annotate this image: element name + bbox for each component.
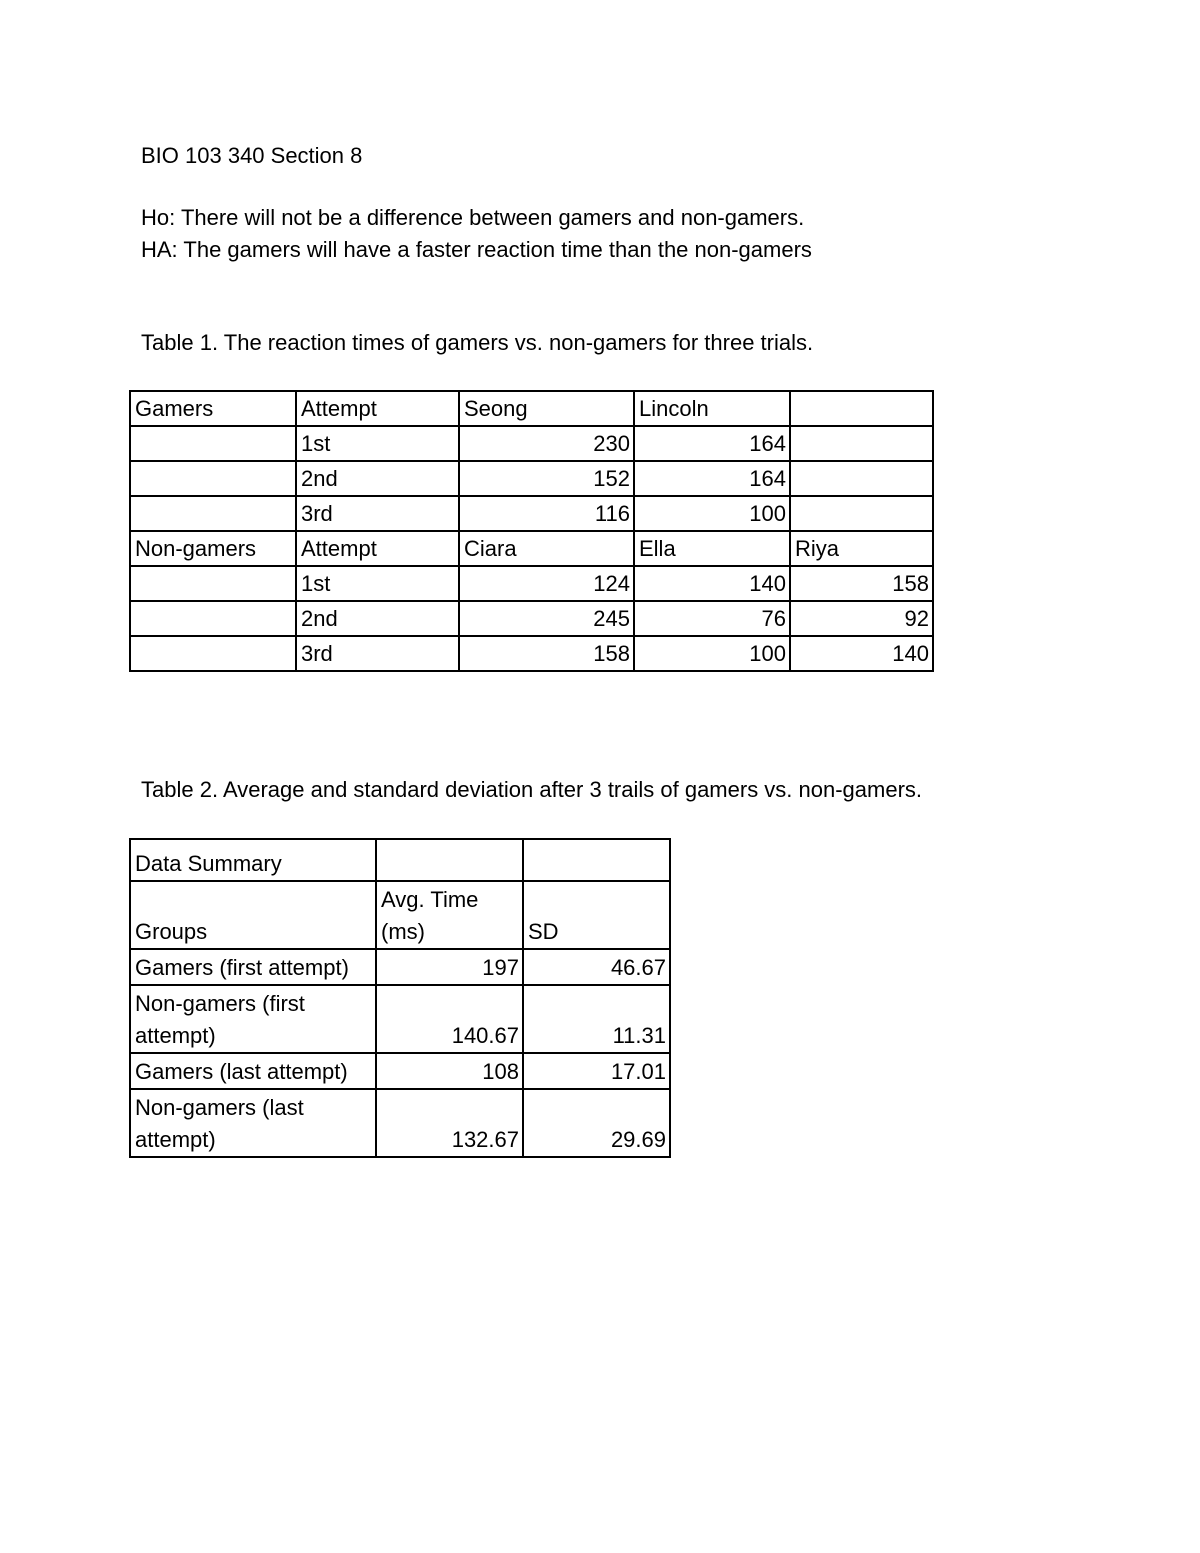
- table-row: [130, 531, 933, 566]
- table-cell: [376, 839, 523, 881]
- table-cell: Attempt: [296, 531, 459, 566]
- table-row: [130, 391, 933, 426]
- table-cell: 108: [376, 1053, 523, 1089]
- table-cell: [790, 461, 933, 496]
- reaction-times-table: [129, 390, 934, 672]
- table-cell: 140: [634, 566, 790, 601]
- table-cell: 164: [634, 461, 790, 496]
- table-cell: [130, 601, 296, 636]
- table-cell: 140.67: [376, 985, 523, 1053]
- table-cell: [790, 391, 933, 426]
- table-cell: 3rd: [296, 496, 459, 531]
- table-row: [130, 1089, 670, 1157]
- table-cell: 46.67: [523, 949, 670, 985]
- table-cell: 158: [790, 566, 933, 601]
- table-cell: 132.67: [376, 1089, 523, 1157]
- table-cell: 158: [459, 636, 634, 671]
- table-cell: 245: [459, 601, 634, 636]
- table-cell: 124: [459, 566, 634, 601]
- table-row: [130, 461, 933, 496]
- table-cell: 152: [459, 461, 634, 496]
- table2-caption: Table 2. Average and standard deviation after 3 trails of gamers vs. non-gamers.: [141, 777, 923, 802]
- table-cell: [790, 426, 933, 461]
- table-cell: 116: [459, 496, 634, 531]
- table-cell: 1st: [296, 566, 459, 601]
- table-cell: [130, 496, 296, 531]
- table-cell: 11.31: [523, 985, 670, 1053]
- table-cell: SD: [523, 881, 670, 949]
- table-cell: Avg. Time (ms): [376, 881, 523, 949]
- table-cell: 100: [634, 636, 790, 671]
- table-cell: 100: [634, 496, 790, 531]
- table-cell: Gamers: [130, 391, 296, 426]
- table-row: [130, 566, 933, 601]
- table-row: [130, 881, 670, 949]
- table-cell: 3rd: [296, 636, 459, 671]
- table-row: [130, 426, 933, 461]
- table-cell: Seong: [459, 391, 634, 426]
- table-cell: Lincoln: [634, 391, 790, 426]
- table-cell: 2nd: [296, 601, 459, 636]
- table-cell: [130, 426, 296, 461]
- table-cell: Attempt: [296, 391, 459, 426]
- table-row: [130, 1053, 670, 1089]
- table-row: [130, 985, 670, 1053]
- table-cell: Non-gamers (first attempt): [130, 985, 376, 1053]
- table-cell: [130, 461, 296, 496]
- table-cell: 76: [634, 601, 790, 636]
- table-cell: [130, 636, 296, 671]
- table-cell: 230: [459, 426, 634, 461]
- table-cell: Non-gamers: [130, 531, 296, 566]
- document-heading: BIO 103 340 Section 8: [141, 143, 363, 168]
- table-cell: [790, 496, 933, 531]
- table-cell: [523, 839, 670, 881]
- table-cell: 197: [376, 949, 523, 985]
- table-row: [130, 496, 933, 531]
- table-cell: Ella: [634, 531, 790, 566]
- alternative-hypothesis: HA: The gamers will have a faster reaction time than the non-gamers: [141, 237, 812, 262]
- null-hypothesis: Ho: There will not be a difference between gamers and non-gamers.: [141, 205, 805, 230]
- table1-caption: Table 1. The reaction times of gamers vs. non-gamers for three trials.: [141, 330, 814, 355]
- table-row: [130, 949, 670, 985]
- table-cell: Data Summary: [130, 839, 376, 881]
- table-cell: 1st: [296, 426, 459, 461]
- table-cell: 164: [634, 426, 790, 461]
- table-cell: Non-gamers (last attempt): [130, 1089, 376, 1157]
- data-summary-table: [129, 838, 671, 1158]
- table-cell: Riya: [790, 531, 933, 566]
- table-cell: Groups: [130, 881, 376, 949]
- table-row: [130, 601, 933, 636]
- table-cell: 92: [790, 601, 933, 636]
- table-cell: Gamers (first attempt): [130, 949, 376, 985]
- table-cell: Ciara: [459, 531, 634, 566]
- table-cell: 17.01: [523, 1053, 670, 1089]
- table-cell: 29.69: [523, 1089, 670, 1157]
- table-row: [130, 636, 933, 671]
- table-cell: [130, 566, 296, 601]
- table-cell: Gamers (last attempt): [130, 1053, 376, 1089]
- table-row: [130, 839, 670, 881]
- table-cell: 2nd: [296, 461, 459, 496]
- table-cell: 140: [790, 636, 933, 671]
